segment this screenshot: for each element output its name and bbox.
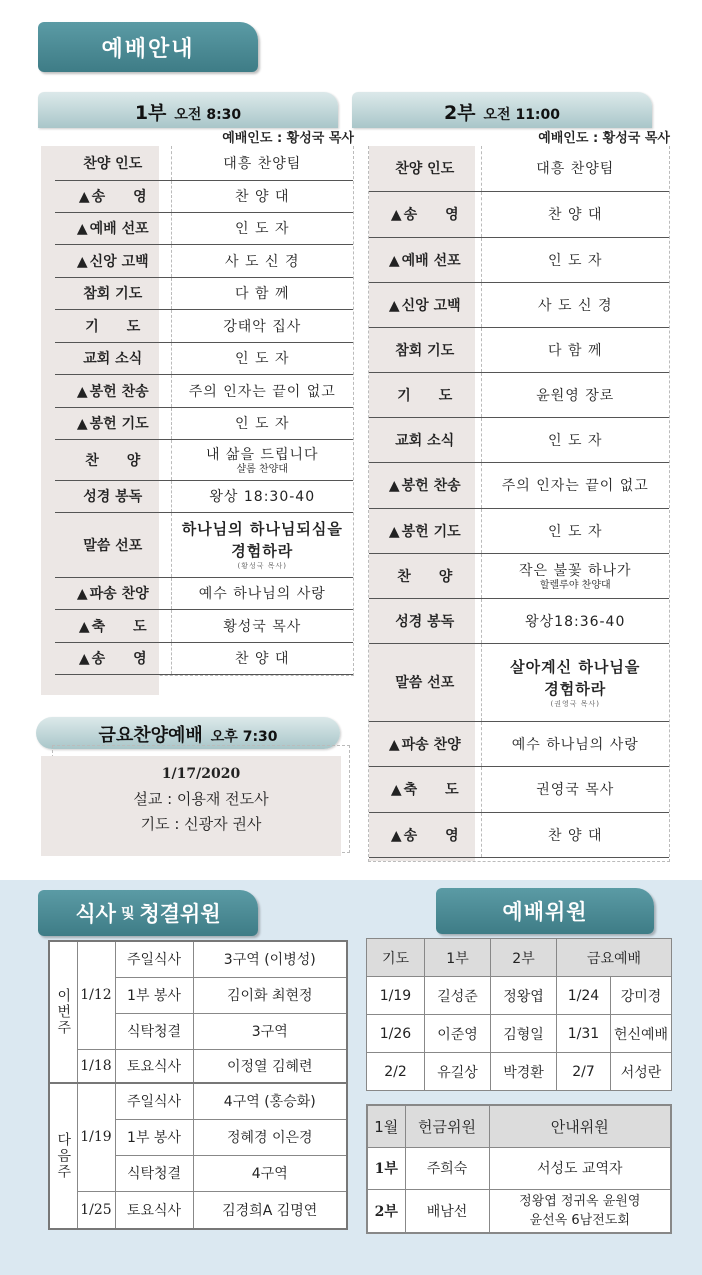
order-item-label: 봉헌 기도 <box>89 416 149 432</box>
order-row <box>369 146 669 191</box>
committee-cell: 강미경 <box>611 977 672 1015</box>
order-item-text: 예수 하나님의 사랑 <box>511 736 639 753</box>
order-item-label: 예배 선포 <box>401 252 461 269</box>
order-item-text: 왕상18:36-40 <box>525 613 626 630</box>
order-item-label: 봉헌 찬송 <box>89 383 149 400</box>
order-item-value <box>171 309 353 342</box>
meal-role: 식탁청결 <box>115 1155 193 1191</box>
order-item-name <box>369 598 481 643</box>
meal-who: 김경희A 김명연 <box>193 1191 347 1229</box>
sermon-preacher: (권영국 목사) <box>550 699 600 708</box>
committee-cell: 이준영 <box>425 1015 491 1053</box>
order-item-name <box>369 553 481 598</box>
order-row <box>369 191 669 237</box>
order-item-text: 다 함 께 <box>235 286 290 302</box>
order-item-text: 인 도 자 <box>235 351 290 367</box>
sermon-title-line: 경험하라 <box>231 542 294 560</box>
order-item-name <box>369 146 481 191</box>
order-item-value <box>171 480 353 512</box>
committee-cell: 2/2 <box>367 1053 425 1091</box>
meal-date-2: 1/18 <box>77 1049 115 1083</box>
worship-guide-banner <box>38 22 258 72</box>
order-item-name <box>369 462 481 508</box>
order-item-name <box>369 327 481 372</box>
order-item-name <box>369 372 481 417</box>
order-item-value <box>171 439 353 480</box>
committee-cell: 1/26 <box>367 1015 425 1053</box>
order-item-text: 대흥 찬양팀 <box>223 155 302 172</box>
offering-header: 안내위원 <box>489 1105 671 1147</box>
order-item-name <box>55 146 171 180</box>
committee-cell: 유길상 <box>425 1053 491 1091</box>
order-row <box>55 212 353 244</box>
committee-banner <box>436 888 654 934</box>
order-item-label: 찬 양 <box>397 568 453 585</box>
triangle-icon: ▲ <box>76 383 88 400</box>
order-row <box>369 812 669 857</box>
order-item-label: 송 영 <box>91 651 147 667</box>
second-service-tab <box>352 92 652 128</box>
meal-table <box>48 940 348 1230</box>
order-item-label: 기 도 <box>85 318 141 335</box>
triangle-icon: ▲ <box>388 736 400 753</box>
first-service-tab <box>38 92 338 128</box>
meal-who: 4구역 <box>193 1155 347 1191</box>
triangle-icon: ▲ <box>388 478 400 494</box>
order-item-name <box>369 282 481 327</box>
order-row <box>369 417 669 462</box>
committee-header: 2부 <box>491 939 557 977</box>
order-item-value <box>481 643 669 721</box>
choir-name: 샬롬 찬양대 <box>236 464 288 475</box>
friday-prayer: 기도 : 신광자 권사 <box>140 815 262 833</box>
order-item-text: 왕상 18:30-40 <box>209 489 316 505</box>
order-item-name <box>369 721 481 766</box>
order-row <box>369 721 669 766</box>
order-row <box>369 766 669 812</box>
meal-who: 이정열 김혜련 <box>193 1049 347 1083</box>
order-item-text: 예수 하나님의 사랑 <box>198 586 326 602</box>
order-item-text: 윤원영 장로 <box>536 387 615 404</box>
order-item-value <box>481 146 669 191</box>
order-row <box>369 327 669 372</box>
meal-who: 정혜경 이은경 <box>193 1119 347 1155</box>
order-row <box>369 462 669 508</box>
order-row <box>55 480 353 512</box>
order-item-name <box>55 480 171 512</box>
order-item-text: 사 도 신 경 <box>225 253 300 270</box>
order-item-name <box>55 407 171 439</box>
friday-date: 1/17/2020 <box>161 766 241 782</box>
order-row <box>369 643 669 721</box>
order-item-value <box>481 553 669 598</box>
order-row <box>55 342 353 374</box>
committee-cell: 헌신예배 <box>611 1015 672 1053</box>
order-row <box>369 553 669 598</box>
order-item-name <box>369 191 481 237</box>
offering-cell: 서성도 교역자 <box>489 1147 671 1189</box>
committee-cell: 1/24 <box>557 977 611 1015</box>
meal-role: 1부 봉사 <box>115 1119 193 1155</box>
first-service-label: 1부 <box>134 102 167 124</box>
triangle-icon: ▲ <box>76 221 88 237</box>
this-week-label: 이번주 <box>49 941 77 1083</box>
triangle-icon: ▲ <box>76 253 88 270</box>
order-row <box>369 237 669 282</box>
order-row <box>55 577 353 609</box>
order-item-text: 작은 불꽃 하나가 <box>518 563 632 579</box>
order-row <box>55 244 353 277</box>
second-service-time: 오전 11:00 <box>483 107 561 123</box>
triangle-icon: ▲ <box>76 416 88 432</box>
order-item-label: 성경 봉독 <box>83 489 143 505</box>
meal-title-a: 식사 <box>75 902 116 926</box>
order-item-value <box>171 512 353 577</box>
meal-role: 1부 봉사 <box>115 977 193 1013</box>
order-item-value <box>171 277 353 309</box>
order-item-label: 말씀 선포 <box>83 537 143 554</box>
order-item-text: 인 도 자 <box>548 252 603 269</box>
order-item-value <box>481 282 669 327</box>
order-item-text: 다 함 께 <box>548 342 603 359</box>
offering-cell <box>489 1189 671 1233</box>
order-row <box>55 180 353 212</box>
committee-cell: 박경환 <box>491 1053 557 1091</box>
order-item-name <box>55 374 171 407</box>
second-service-label: 2부 <box>443 102 476 124</box>
order-item-text: 찬 양 대 <box>548 827 603 844</box>
sermon-title-line: 하나님의 하나님되심을 <box>181 520 343 538</box>
committee-cell: 정왕엽 <box>491 977 557 1015</box>
order-item-label: 파송 찬양 <box>89 586 149 602</box>
committee-cell: 1/31 <box>557 1015 611 1053</box>
meal-role: 주일식사 <box>115 941 193 977</box>
triangle-icon: ▲ <box>388 297 400 314</box>
order-item-text: 주의 인자는 끝이 없고 <box>188 383 336 400</box>
order-row <box>55 439 353 480</box>
offering-header: 헌금위원 <box>405 1105 489 1147</box>
order-item-value <box>171 212 353 244</box>
order-item-label: 교회 소식 <box>83 351 143 367</box>
offering-table <box>366 1104 672 1234</box>
meal-who: 김이화 최현정 <box>193 977 347 1013</box>
triangle-icon: ▲ <box>78 618 90 635</box>
meal-title-b: 청결위원 <box>139 902 221 926</box>
order-item-label: 교회 소식 <box>395 432 455 449</box>
first-service-table <box>55 146 353 675</box>
order-item-name <box>369 766 481 812</box>
order-item-value <box>481 598 669 643</box>
offering-month: 1월 <box>367 1105 405 1147</box>
order-item-value <box>481 372 669 417</box>
worship-guide-title: 예배안내 <box>101 36 195 62</box>
sermon-title-line: 살아계신 하나님을 <box>510 657 641 676</box>
order-item-value <box>171 374 353 407</box>
order-item-value <box>481 812 669 857</box>
committee-title: 예배위원 <box>502 900 588 924</box>
order-item-name <box>369 417 481 462</box>
order-item-label: 기 도 <box>397 387 453 404</box>
order-item-text: 권영국 목사 <box>536 782 615 798</box>
order-item-label: 축 도 <box>403 782 459 798</box>
order-item-name <box>55 277 171 309</box>
offering-cell: 배남선 <box>405 1189 489 1233</box>
order-item-text: 대흥 찬양팀 <box>536 161 615 178</box>
order-item-label: 성경 봉독 <box>395 613 455 630</box>
order-item-label: 찬양 인도 <box>83 155 143 172</box>
meal-who: 4구역 (홍승화) <box>193 1083 347 1119</box>
order-item-value <box>481 327 669 372</box>
order-row <box>369 372 669 417</box>
meal-role: 토요식사 <box>115 1049 193 1083</box>
triangle-icon: ▲ <box>78 189 90 205</box>
committee-table <box>366 938 672 1091</box>
committee-header: 1부 <box>425 939 491 977</box>
order-item-value <box>481 766 669 812</box>
order-row <box>55 374 353 407</box>
order-item-label: 봉헌 기도 <box>401 523 461 540</box>
order-item-text: 주의 인자는 끝이 없고 <box>501 478 649 494</box>
friday-service-label: 금요찬양예배 <box>98 725 203 746</box>
order-item-label: 봉헌 찬송 <box>401 478 461 494</box>
order-row <box>369 508 669 553</box>
second-service-leader: 예배인도 : 황성국 목사 <box>538 131 670 146</box>
meal-role: 주일식사 <box>115 1083 193 1119</box>
order-item-name <box>55 642 171 674</box>
meal-title-join: 및 <box>120 906 135 922</box>
order-item-name <box>369 508 481 553</box>
meal-date-3: 1/19 <box>77 1083 115 1191</box>
order-item-name <box>55 439 171 480</box>
committee-cell: 길성준 <box>425 977 491 1015</box>
triangle-icon: ▲ <box>388 523 400 540</box>
order-item-text: 사 도 신 경 <box>538 297 613 314</box>
order-item-label: 말씀 선포 <box>395 675 455 691</box>
order-item-label: 송 영 <box>91 189 147 205</box>
order-item-text: 인 도 자 <box>548 523 603 540</box>
order-item-value <box>171 642 353 674</box>
meal-role: 식탁청결 <box>115 1013 193 1049</box>
order-row <box>55 146 353 180</box>
friday-service-time: 오후 7:30 <box>210 729 278 745</box>
order-item-text: 내 삶을 드립니다 <box>205 447 319 463</box>
order-item-name <box>55 180 171 212</box>
order-item-name <box>55 342 171 374</box>
order-item-name <box>369 812 481 857</box>
order-row <box>55 642 353 674</box>
second-service-order <box>368 146 670 862</box>
order-item-text: 인 도 자 <box>235 416 290 432</box>
triangle-icon: ▲ <box>390 782 402 798</box>
order-item-value <box>171 609 353 642</box>
order-item-name <box>55 244 171 277</box>
sermon-title-line: 경험하라 <box>544 679 607 698</box>
order-item-label: 송 영 <box>403 827 459 844</box>
first-service-order <box>54 146 354 676</box>
order-item-text: 인 도 자 <box>235 221 290 237</box>
order-item-label: 찬양 인도 <box>395 161 455 178</box>
order-item-text: 인 도 자 <box>548 432 603 449</box>
order-item-name <box>55 609 171 642</box>
meal-banner <box>38 890 258 936</box>
order-row <box>55 309 353 342</box>
sermon-preacher: (황성국 목사) <box>237 562 287 570</box>
order-item-text: 찬 양 대 <box>235 651 290 667</box>
order-item-value <box>481 721 669 766</box>
order-item-value <box>481 508 669 553</box>
committee-cell: 1/19 <box>367 977 425 1015</box>
order-item-text: 찬 양 대 <box>548 207 603 223</box>
triangle-icon: ▲ <box>390 207 402 223</box>
order-item-value <box>171 180 353 212</box>
order-item-name <box>369 643 481 721</box>
triangle-icon: ▲ <box>388 252 400 269</box>
meal-date-1: 1/12 <box>77 941 115 1049</box>
order-item-text: 황성국 목사 <box>223 618 302 635</box>
order-item-text: 강태악 집사 <box>223 318 302 335</box>
committee-header: 금요예배 <box>557 939 672 977</box>
order-item-name <box>55 212 171 244</box>
order-item-value <box>171 342 353 374</box>
order-row <box>55 609 353 642</box>
second-service-table <box>369 146 669 858</box>
triangle-icon: ▲ <box>78 651 90 667</box>
offering-cell-line: 윤선옥 6남전도회 <box>529 1212 630 1228</box>
meal-role: 토요식사 <box>115 1191 193 1229</box>
choir-name: 할렐루야 찬양대 <box>539 580 611 591</box>
meal-who: 3구역 (이병성) <box>193 941 347 977</box>
committee-cell: 2/7 <box>557 1053 611 1091</box>
order-row <box>55 407 353 439</box>
order-item-value <box>481 417 669 462</box>
meal-who: 3구역 <box>193 1013 347 1049</box>
order-item-value <box>171 577 353 609</box>
offering-cell-line: 정왕엽 정귀옥 윤원영 <box>519 1193 641 1209</box>
order-item-label: 파송 찬양 <box>401 736 461 753</box>
order-item-text: 찬 양 대 <box>235 189 290 205</box>
order-item-label: 축 도 <box>91 618 147 635</box>
committee-cell: 서성란 <box>611 1053 672 1091</box>
offering-part: 2부 <box>367 1189 405 1233</box>
first-service-time: 오전 8:30 <box>174 107 242 123</box>
order-item-name <box>55 512 171 577</box>
order-item-name <box>369 237 481 282</box>
triangle-icon: ▲ <box>76 586 88 602</box>
friday-preacher: 설교 : 이용재 전도사 <box>133 790 269 808</box>
order-item-value <box>171 146 353 180</box>
order-item-label: 찬 양 <box>85 452 141 469</box>
order-item-label: 예배 선포 <box>89 221 149 237</box>
next-week-label: 다음주 <box>49 1083 77 1229</box>
order-item-name <box>55 309 171 342</box>
committee-header: 기도 <box>367 939 425 977</box>
order-item-label: 신앙 고백 <box>401 297 461 314</box>
order-item-value <box>481 191 669 237</box>
order-item-label: 신앙 고백 <box>89 253 149 270</box>
offering-cell: 주희숙 <box>405 1147 489 1189</box>
order-row <box>369 282 669 327</box>
order-row <box>55 277 353 309</box>
order-item-value <box>481 462 669 508</box>
order-row <box>55 512 353 577</box>
committee-cell: 김형일 <box>491 1015 557 1053</box>
friday-service-box <box>52 745 350 853</box>
meal-date-4: 1/25 <box>77 1191 115 1229</box>
order-item-name <box>55 577 171 609</box>
order-row <box>369 598 669 643</box>
order-item-value <box>171 244 353 277</box>
order-item-label: 참회 기도 <box>395 342 455 359</box>
order-item-value <box>171 407 353 439</box>
first-service-leader: 예배인도 : 황성국 목사 <box>222 131 354 146</box>
order-item-label: 참회 기도 <box>83 286 143 302</box>
triangle-icon: ▲ <box>390 827 402 844</box>
order-item-value <box>481 237 669 282</box>
offering-part: 1부 <box>367 1147 405 1189</box>
order-item-label: 송 영 <box>403 207 459 223</box>
